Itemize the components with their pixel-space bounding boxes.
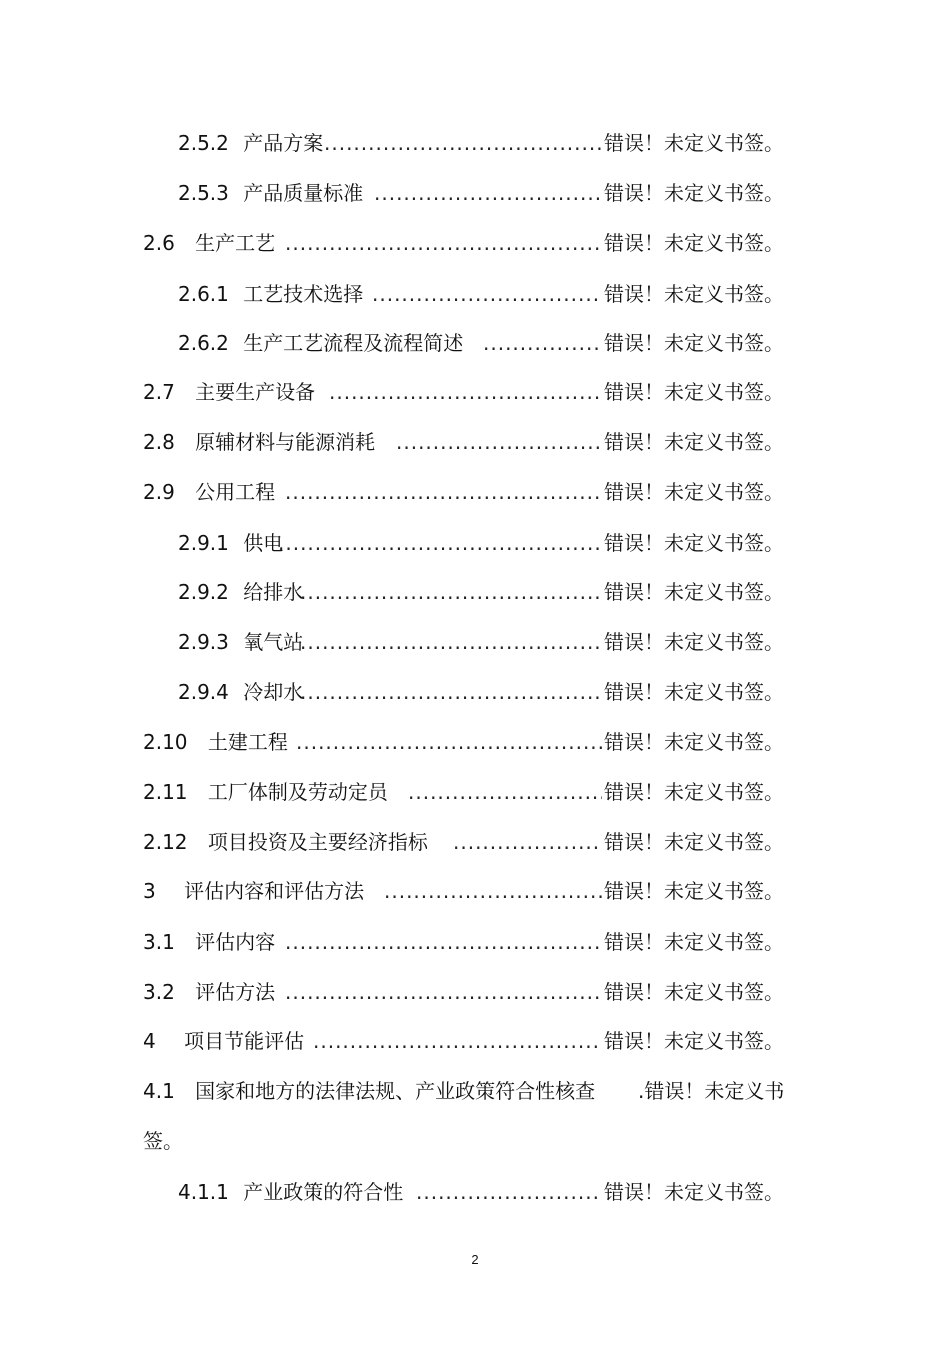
toc-entry-page: 错误！未定义书签。 — [604, 480, 784, 504]
toc-leader-dots — [285, 927, 602, 957]
toc-entry-number: 2.7 — [143, 380, 175, 404]
toc-entry[interactable] — [178, 279, 784, 309]
toc-leader-dots — [285, 977, 602, 1007]
toc-entry-page: 错误！未定义书签。 — [604, 531, 784, 555]
toc-entry-title: 评估内容和评估方法 — [184, 879, 365, 903]
toc-entry[interactable] — [178, 128, 784, 158]
toc-entry-continuation — [143, 1126, 183, 1156]
toc-leader-dots — [396, 427, 602, 457]
toc-entry-title: 氧气站 — [243, 630, 304, 654]
toc-entry[interactable] — [143, 727, 784, 757]
toc-entry-page: 错误！未定义书签。 — [604, 181, 784, 205]
toc-entry[interactable] — [178, 627, 784, 657]
toc-entry-title: 土建工程 — [207, 730, 288, 754]
toc-leader-dots — [329, 377, 602, 407]
toc-entry-page: 错误！未定义书签。 — [604, 430, 784, 454]
toc-entry-title: 国家和地方的法律法规、产业政策符合性核查 — [195, 1079, 596, 1103]
toc-entry-page: 错误！未定义书签。 — [604, 580, 784, 604]
toc-entry-title: 公用工程 — [195, 480, 276, 504]
toc-entry-number: 2.11 — [143, 780, 188, 804]
toc-entry[interactable] — [143, 477, 784, 507]
toc-leader-dots — [300, 677, 602, 707]
toc-entry-number: 4.1 — [143, 1079, 175, 1103]
toc-entry-title: 工厂体制及劳动定员 — [207, 780, 388, 804]
toc-leader-dots — [278, 528, 602, 558]
toc-entry-title: 产业政策的符合性 — [243, 1180, 404, 1204]
toc-leader-dots — [324, 128, 602, 158]
toc-entry[interactable] — [143, 927, 784, 957]
toc-leader-dots — [374, 178, 602, 208]
toc-leader-dots — [285, 228, 602, 258]
toc-entry-page: 错误！未定义书签。 — [604, 930, 784, 954]
toc-entry-title: 工艺技术选择 — [243, 282, 364, 306]
toc-entry-number: 2.9.2 — [178, 580, 229, 604]
toc-entry[interactable] — [178, 178, 784, 208]
toc-entry-title: 产品质量标准 — [243, 181, 364, 205]
toc-entry-number: 2.9 — [143, 480, 175, 504]
toc-entry[interactable] — [143, 228, 784, 258]
toc-leader-dots — [408, 777, 602, 807]
toc-leader-dots — [372, 279, 602, 309]
toc-entry-number: 2.8 — [143, 430, 175, 454]
toc-entry-title: 给排水 — [243, 580, 304, 604]
toc-leader-dots — [483, 328, 602, 358]
toc-entry-title: 冷却水 — [243, 680, 304, 704]
toc-entry[interactable] — [143, 1026, 784, 1056]
page-number: 2 — [471, 1252, 479, 1267]
toc-entry-page: 错误！未定义书签。 — [604, 730, 784, 754]
toc-entry-page-continuation: 签。 — [143, 1129, 183, 1153]
toc-entry-number: 2.9.4 — [178, 680, 229, 704]
toc-entry[interactable] — [143, 1076, 785, 1106]
toc-entry-page: 错误！未定义书签。 — [604, 282, 784, 306]
toc-leader-dots — [300, 627, 602, 657]
toc-entry-page: 错误！未定义书签。 — [604, 980, 784, 1004]
toc-entry-number: 4.1.1 — [178, 1180, 229, 1204]
toc-entry-page: 错误！未定义书签。 — [604, 131, 784, 155]
toc-entry-page: 错误！未定义书签。 — [604, 331, 784, 355]
toc-entry[interactable] — [178, 677, 784, 707]
toc-leader-dots — [416, 1177, 602, 1207]
toc-entry-page: .错误！未定义书 — [638, 1079, 785, 1103]
toc-entry-number: 3 — [143, 879, 156, 903]
toc-entry-number: 2.12 — [143, 830, 188, 854]
toc-leader-dots — [453, 827, 602, 857]
toc-entry[interactable] — [143, 377, 784, 407]
toc-entry-title: 主要生产设备 — [195, 380, 316, 404]
toc-leader-dots — [300, 577, 602, 607]
toc-entry[interactable] — [178, 577, 784, 607]
toc-entry-page: 错误！未定义书签。 — [604, 1029, 784, 1053]
toc-entry-number: 2.9.3 — [178, 630, 229, 654]
toc-entry-number: 2.6.1 — [178, 282, 229, 306]
toc-entry-number: 2.5.3 — [178, 181, 229, 205]
toc-entry[interactable] — [143, 777, 784, 807]
toc-entry-title: 供电 — [243, 531, 284, 555]
toc-entry-title: 项目节能评估 — [184, 1029, 305, 1053]
toc-entry-page: 错误！未定义书签。 — [604, 1180, 784, 1204]
toc-entry-page: 错误！未定义书签。 — [604, 879, 784, 903]
toc-entry-page: 错误！未定义书签。 — [604, 380, 784, 404]
toc-entry-number: 2.10 — [143, 730, 188, 754]
toc-entry[interactable] — [178, 328, 784, 358]
toc-entry[interactable] — [143, 876, 784, 906]
toc-entry[interactable] — [143, 427, 784, 457]
toc-entry-page: 错误！未定义书签。 — [604, 680, 784, 704]
toc-entry-page: 错误！未定义书签。 — [604, 830, 784, 854]
toc-entry-number: 2.6.2 — [178, 331, 229, 355]
toc-entry-number: 2.5.2 — [178, 131, 229, 155]
toc-entry-page: 错误！未定义书签。 — [604, 231, 784, 255]
toc-entry-title: 评估内容 — [195, 930, 276, 954]
toc-entry[interactable] — [143, 827, 784, 857]
toc-entry-title: 产品方案 — [243, 131, 324, 155]
toc-entry[interactable] — [178, 1177, 784, 1207]
toc-leader-dots — [296, 727, 602, 757]
toc-leader-dots — [384, 876, 602, 906]
toc-entry-title: 生产工艺流程及流程简述 — [243, 331, 464, 355]
toc-entry[interactable] — [143, 977, 784, 1007]
toc-leader-dots — [313, 1026, 602, 1056]
toc-entry-page: 错误！未定义书签。 — [604, 630, 784, 654]
toc-entry-title: 评估方法 — [195, 980, 276, 1004]
toc-entry-title: 项目投资及主要经济指标 — [207, 830, 428, 854]
toc-entry-number: 3.2 — [143, 980, 175, 1004]
toc-entry-title: 生产工艺 — [195, 231, 276, 255]
toc-entry-title: 原辅材料与能源消耗 — [195, 430, 376, 454]
toc-entry-number: 2.6 — [143, 231, 175, 255]
toc-leader-dots — [285, 477, 602, 507]
toc-entry-page: 错误！未定义书签。 — [604, 780, 784, 804]
toc-entry[interactable] — [178, 528, 784, 558]
toc-entry-number: 3.1 — [143, 930, 175, 954]
toc-entry-number: 4 — [143, 1029, 156, 1053]
toc-entry-number: 2.9.1 — [178, 531, 229, 555]
